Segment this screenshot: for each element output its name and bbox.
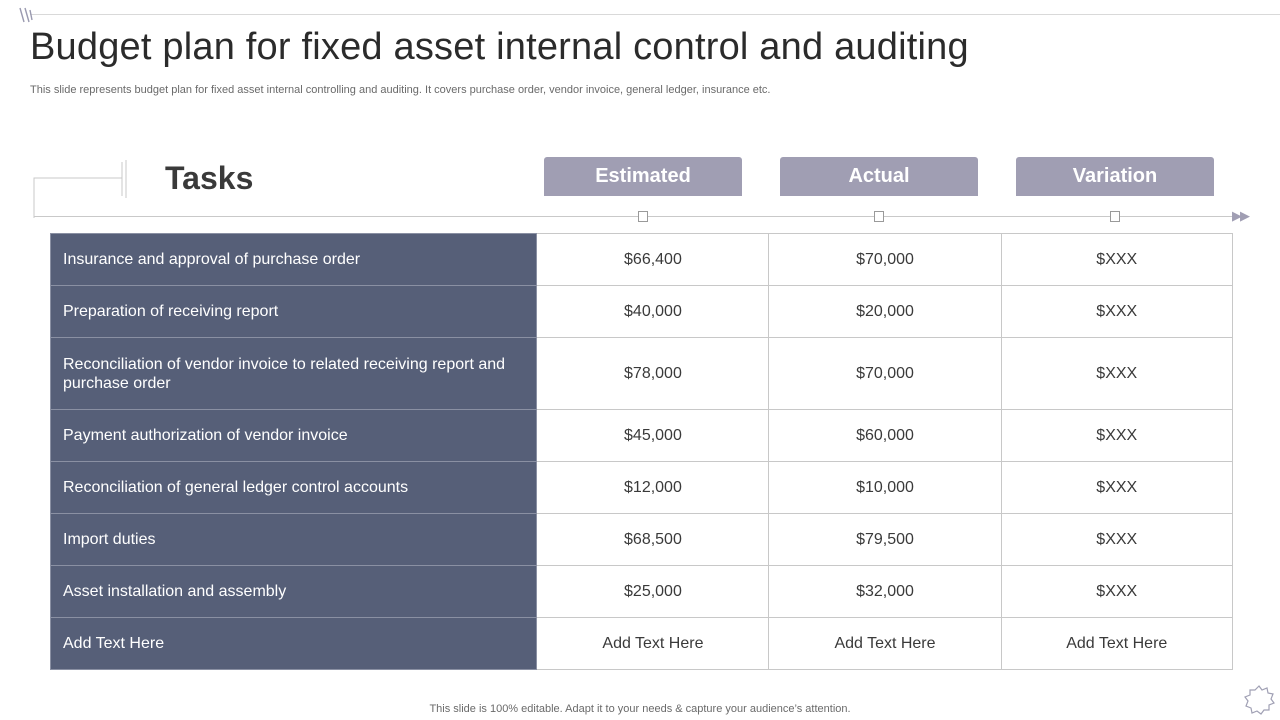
- table-row: [51, 618, 1233, 670]
- variation-cell: $XXX: [1001, 338, 1232, 410]
- actual-cell: $20,000: [769, 286, 1001, 338]
- estimated-cell: $12,000: [537, 462, 769, 514]
- table-row: [51, 566, 1233, 618]
- tasks-header: Tasks: [165, 160, 254, 196]
- actual-cell: $32,000: [769, 566, 1001, 618]
- task-cell: Asset installation and assembly: [51, 566, 537, 618]
- estimated-cell: $78,000: [537, 338, 769, 410]
- column-marker: [638, 211, 648, 222]
- actual-cell: $10,000: [769, 462, 1001, 514]
- task-cell: Reconciliation of vendor invoice to related receiving report and purchase order: [51, 338, 537, 410]
- task-cell: Preparation of receiving report: [51, 286, 537, 338]
- footer-note: This slide is 100% editable. Adapt it to your needs & capture your audience’s attention.: [429, 703, 851, 715]
- column-marker: [874, 211, 884, 222]
- actual-cell: Add Text Here: [769, 618, 1001, 670]
- page-title: Budget plan for fixed asset internal control and auditing: [30, 26, 969, 68]
- tasks-bracket: [30, 160, 130, 220]
- table-row: [51, 338, 1233, 410]
- column-header-estimated: Estimated: [544, 157, 742, 196]
- variation-cell: Add Text Here: [1001, 618, 1232, 670]
- variation-cell: $XXX: [1001, 234, 1232, 286]
- task-cell: Reconciliation of general ledger control accounts: [51, 462, 537, 514]
- estimated-cell: $40,000: [537, 286, 769, 338]
- column-marker: [1110, 211, 1120, 222]
- task-cell: Import duties: [51, 514, 537, 566]
- estimated-cell: $68,500: [537, 514, 769, 566]
- logo-mark-icon: [18, 6, 36, 24]
- variation-cell: $XXX: [1001, 514, 1232, 566]
- variation-cell: $XXX: [1001, 566, 1232, 618]
- task-cell: Insurance and approval of purchase order: [51, 234, 537, 286]
- actual-cell: $60,000: [769, 410, 1001, 462]
- column-header-actual: Actual: [780, 157, 978, 196]
- table-row: [51, 514, 1233, 566]
- estimated-cell: $45,000: [537, 410, 769, 462]
- variation-cell: $XXX: [1001, 462, 1232, 514]
- gear-icon: [1242, 683, 1276, 717]
- column-header-variation: Variation: [1016, 157, 1214, 196]
- table-row: [51, 234, 1233, 286]
- table-row: [51, 410, 1233, 462]
- budget-table: [50, 233, 1233, 670]
- table-row: [51, 286, 1233, 338]
- variation-cell: $XXX: [1001, 286, 1232, 338]
- page-subtitle: This slide represents budget plan for fixed asset internal controlling and auditing. It covers purchase order, vendor invoice, general ledger, insurance etc.: [30, 84, 771, 96]
- estimated-cell: $25,000: [537, 566, 769, 618]
- variation-cell: $XXX: [1001, 410, 1232, 462]
- estimated-cell: Add Text Here: [537, 618, 769, 670]
- actual-cell: $70,000: [769, 338, 1001, 410]
- table-row: [51, 462, 1233, 514]
- actual-cell: $79,500: [769, 514, 1001, 566]
- double-arrow-icon: ▶▶: [1232, 208, 1248, 223]
- estimated-cell: $66,400: [537, 234, 769, 286]
- actual-cell: $70,000: [769, 234, 1001, 286]
- task-cell: Add Text Here: [51, 618, 537, 670]
- top-rule: [30, 14, 1280, 15]
- header-guide-line: [34, 216, 1240, 217]
- task-cell: Payment authorization of vendor invoice: [51, 410, 537, 462]
